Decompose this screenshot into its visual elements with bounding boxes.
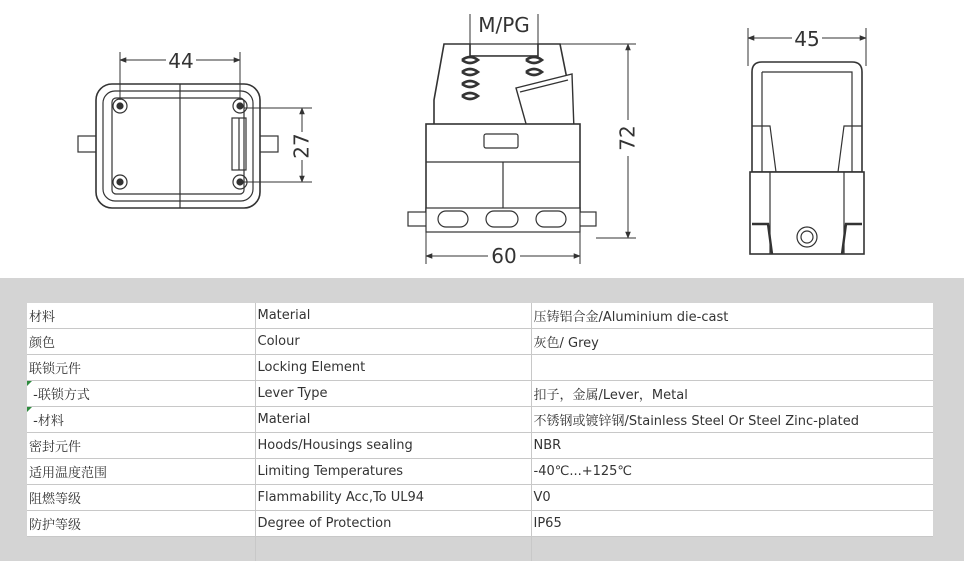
property-name-en: [255, 433, 531, 459]
dim-cable-entry: M/PG: [478, 13, 530, 37]
side-view: [748, 28, 866, 254]
property-name-zh: [27, 303, 255, 329]
property-value: [531, 511, 933, 537]
cell-text: 适用温度范围: [29, 466, 108, 481]
empty-cell: [255, 537, 531, 561]
specification-panel: [0, 278, 964, 561]
table-row: [27, 485, 933, 511]
cell-text: IP65: [533, 516, 562, 531]
cell-text: Material: [257, 308, 311, 323]
property-name-en: [255, 485, 531, 511]
cell-text: Limiting Temperatures: [257, 464, 404, 479]
cell-text: Degree of Protection: [257, 516, 392, 531]
dim-top-height: 27: [289, 133, 314, 159]
property-name-en: [255, 303, 531, 329]
table-row: [27, 329, 933, 355]
cell-text: Material: [257, 412, 311, 427]
technical-drawing: [0, 0, 964, 278]
property-value: [531, 303, 933, 329]
property-name-zh: [27, 407, 255, 433]
cell-text: 材料: [29, 310, 56, 325]
cell-text: Hoods/Housings sealing: [257, 438, 413, 453]
property-name-en: [255, 511, 531, 537]
empty-row: [27, 537, 933, 561]
cell-text: 压铸铝合金/Aluminium die-cast: [533, 310, 729, 325]
cell-text: 颜色: [29, 336, 56, 351]
cell-text: NBR: [533, 438, 562, 453]
cell-text: 灰色/ Grey: [533, 336, 599, 351]
top-view: [78, 52, 312, 208]
property-name-zh: [27, 381, 255, 407]
property-value: [531, 407, 933, 433]
dim-front-height: 72: [615, 125, 640, 151]
property-name-en: [255, 355, 531, 381]
table-row: [27, 433, 933, 459]
property-value: [531, 355, 933, 381]
dim-front-width: 60: [491, 244, 517, 268]
cell-text: V0: [533, 490, 551, 505]
property-value: [531, 381, 933, 407]
property-name-zh: [27, 329, 255, 355]
property-value: [531, 329, 933, 355]
property-value: [531, 459, 933, 485]
cell-text: 扣子，金属/Lever，Metal: [533, 388, 688, 403]
cell-text: -40℃...+125℃: [533, 464, 633, 479]
dim-top-width: 44: [168, 49, 194, 73]
property-name-en: [255, 329, 531, 355]
property-name-en: [255, 381, 531, 407]
table-row: [27, 303, 933, 329]
front-view: [408, 14, 636, 264]
cell-text: Colour: [257, 334, 300, 349]
property-value: [531, 485, 933, 511]
dim-side-width: 45: [794, 27, 820, 51]
cell-text: 防护等级: [29, 518, 82, 533]
property-name-en: [255, 407, 531, 433]
property-name-zh: [27, 511, 255, 537]
cell-text: 阻燃等级: [29, 492, 82, 507]
cell-text: 不锈钢或镀锌钢/Stainless Steel Or Steel Zinc-plated: [533, 414, 859, 429]
table-row: [27, 459, 933, 485]
cell-text: 联锁元件: [29, 362, 82, 377]
property-name-zh: [27, 485, 255, 511]
cell-text: Locking Element: [257, 360, 366, 375]
comment-flag-icon: [27, 407, 32, 412]
table-row: [27, 355, 933, 381]
cell-text: Flammability Acc,To UL94: [257, 490, 425, 505]
table-row: [27, 511, 933, 537]
comment-flag-icon: [27, 381, 32, 386]
cell-text: -联锁方式: [29, 388, 90, 403]
property-name-en: [255, 459, 531, 485]
empty-cell: [27, 537, 255, 561]
property-name-zh: [27, 355, 255, 381]
table-row: [27, 381, 933, 407]
property-name-zh: [27, 433, 255, 459]
specification-table: [27, 303, 933, 561]
empty-cell: [531, 537, 933, 561]
cell-text: -材料: [29, 414, 64, 429]
cell-text: 密封元件: [29, 440, 82, 455]
property-value: [531, 433, 933, 459]
table-row: [27, 407, 933, 433]
cell-text: Lever Type: [257, 386, 328, 401]
property-name-zh: [27, 459, 255, 485]
